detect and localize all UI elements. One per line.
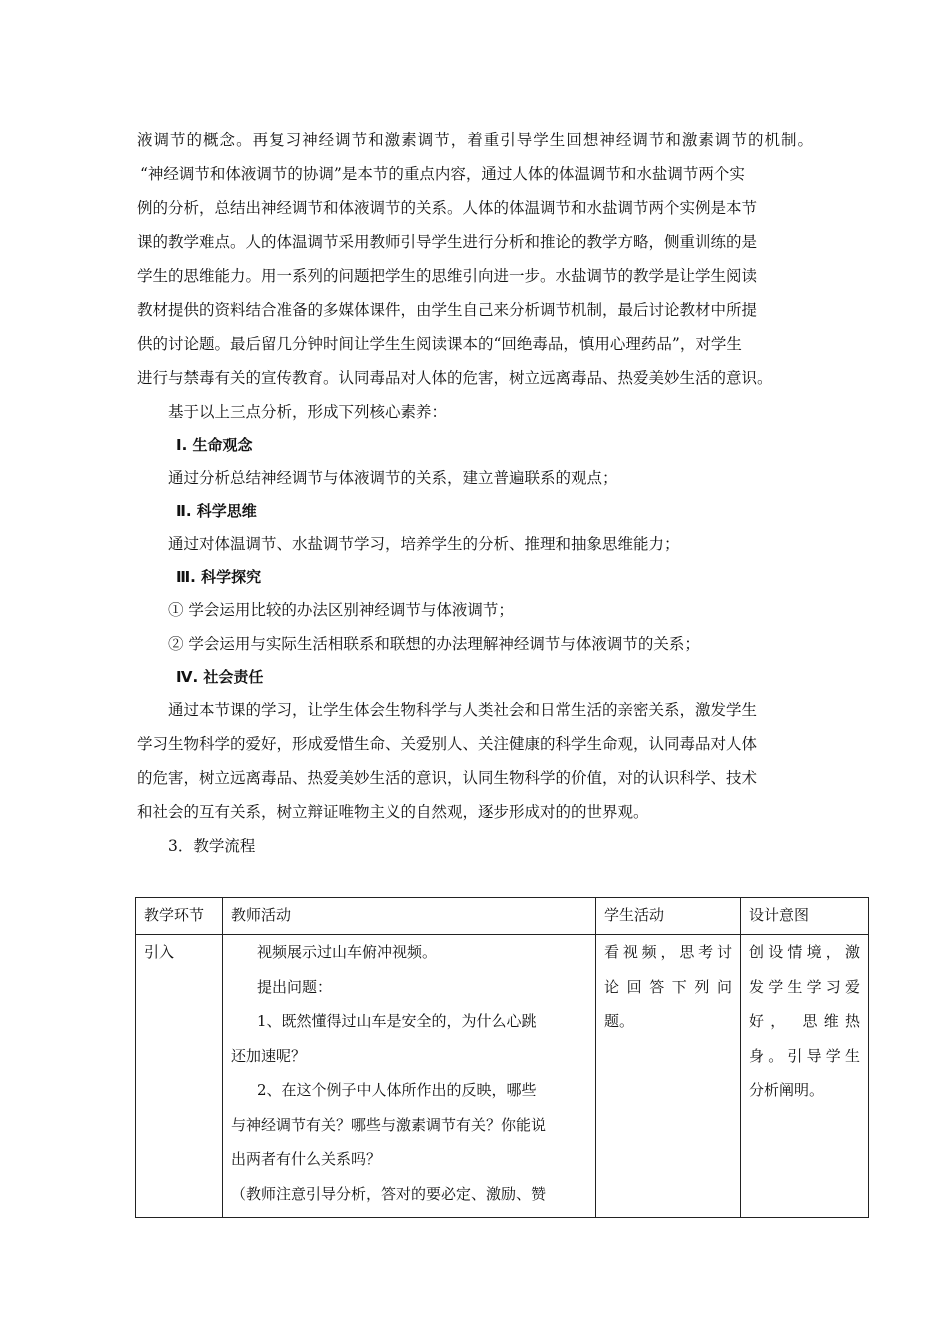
student-line: 看视频，思考讨 [604, 943, 732, 961]
paragraph-line-6: 教材提供的资料结合准备的多媒体课件，由学生自己来分析调节机制，最后讨论教材中所提 [137, 301, 758, 319]
student-line: 题。 [604, 1012, 635, 1030]
inquiry-item-1: ① 学会运用比较的办法区别神经调节与体液调节； [168, 601, 514, 619]
summary-intro: 基于以上三点分析，形成下列核心素养： [168, 403, 448, 421]
cell-design-intent [741, 935, 869, 1218]
cell-student-activity [596, 935, 741, 1218]
section-text-scientific-thinking: 通过对体温调节、水盐调节学习，培养学生的分析、推理和抽象思维能力； [168, 535, 680, 553]
teacher-line: 与神经调节有关？哪些与激素调节有关？你能说 [231, 1115, 547, 1134]
responsibility-line-2: 学习生物科学的爱好，形成爱惜生命、关爱别人、关注健康的科学生命观，认同毒品对人体 [137, 735, 758, 753]
section-title-social-responsibility: Ⅳ. 社会责任 [176, 668, 264, 686]
flow-heading: 3．教学流程 [168, 837, 256, 855]
intent-line: 创设情境，激 [749, 943, 860, 961]
paragraph-line-8: 进行与禁毒有关的宣传教育。认同毒品对人体的危害，树立远离毒品、热爱美妙生活的意识。 [137, 369, 773, 387]
section-title-scientific-thinking: Ⅱ. 科学思维 [176, 502, 257, 520]
section-text-life-concept: 通过分析总结神经调节与体液调节的关系，建立普遍联系的观点； [168, 469, 618, 487]
table-header-row [136, 898, 869, 935]
intent-line: 分析阐明。 [749, 1081, 825, 1099]
stage-label: 引入 [144, 943, 175, 961]
header-teacher-activity: 教师活动 [223, 898, 596, 935]
teacher-line: 1、既然懂得过山车是安全的，为什么心跳 [257, 1012, 537, 1030]
paragraph-line-2: “神经调节和体液调节的协调”是本节的重点内容，通过人体的体温调节和水盐调节两个实 [140, 165, 745, 183]
responsibility-line-1: 通过本节课的学习，让学生体会生物科学与人类社会和日常生活的亲密关系，激发学生 [168, 701, 758, 719]
intent-line: 发学生学习爱 [749, 977, 860, 996]
teacher-line: （教师注意引导分析，答对的要必定、激励、赞 [231, 1184, 547, 1203]
header-student-activity: 学生活动 [596, 898, 741, 935]
paragraph-line-5: 学生的思维能力。用一系列的问题把学生的思维引向进一步。水盐调节的教学是让学生阅读 [137, 267, 758, 285]
responsibility-line-4: 和社会的互有关系，树立辩证唯物主义的自然观，逐步形成对的的世界观。 [137, 803, 649, 821]
student-line: 论回答下列问 [604, 977, 732, 996]
teaching-flow-table [135, 897, 869, 1218]
paragraph-line-1: 液调节的概念。再复习神经调节和激素调节，着重引导学生回想神经调节和激素调节的机制。 [137, 131, 813, 149]
cell-stage [136, 935, 223, 1218]
intent-line: 好， 思维热 [749, 1012, 860, 1030]
paragraph-line-4: 课的教学难点。人的体温调节采用教师引导学生进行分析和推论的教学方略，侧重训练的是 [137, 233, 758, 251]
table-row [136, 935, 869, 1218]
paragraph-line-3: 例的分析，总结出神经调节和体液调节的关系。人体的体温调节和水盐调节两个实例是本节 [137, 199, 758, 217]
header-design-intent: 设计意图 [741, 898, 869, 935]
section-title-scientific-inquiry: Ⅲ. 科学探究 [176, 568, 262, 586]
teacher-line: 还加速呢？ [231, 1046, 307, 1065]
cell-teacher-activity [223, 935, 596, 1218]
teacher-line: 视频展示过山车俯冲视频。 [257, 943, 438, 961]
teacher-line: 2、在这个例子中人体所作出的反映，哪些 [257, 1081, 537, 1099]
intent-line: 身。引导学生 [749, 1046, 860, 1065]
header-stage: 教学环节 [136, 898, 223, 935]
teacher-line: 出两者有什么关系吗？ [231, 1150, 382, 1168]
responsibility-line-3: 的危害，树立远离毒品、热爱美妙生活的意识，认同生物科学的价值，对的认识科学、技术 [137, 769, 758, 787]
paragraph-line-7: 供的讨论题。最后留几分钟时间让学生生阅读课本的“回绝毒品，慎用心理药品”，对学生 [137, 335, 742, 353]
teacher-line: 提出问题： [257, 977, 333, 996]
section-title-life-concept: Ⅰ. 生命观念 [176, 436, 253, 454]
inquiry-item-2: ② 学会运用与实际生活相联系和联想的办法理解神经调节与体液调节的关系； [168, 635, 700, 653]
